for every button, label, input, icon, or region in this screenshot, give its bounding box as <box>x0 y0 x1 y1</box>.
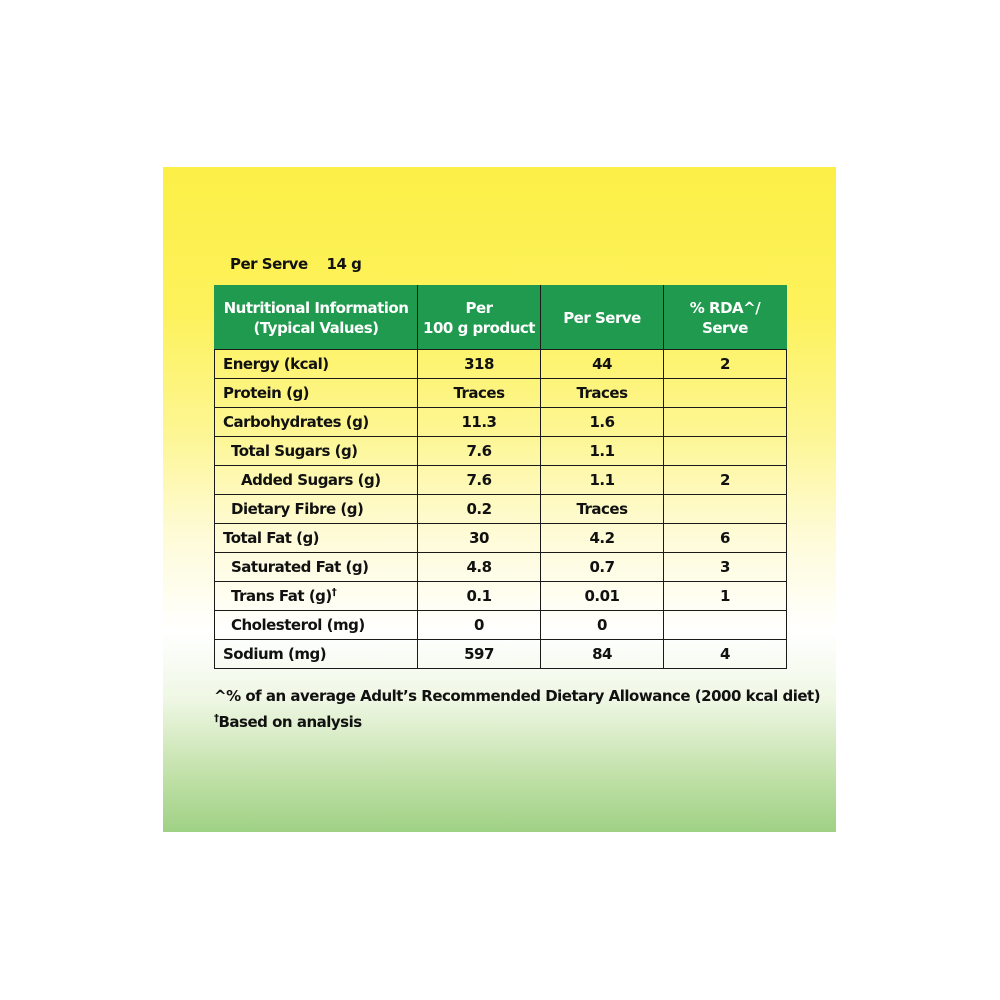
per100-value: Traces <box>418 379 541 408</box>
per-serve-value: 44 <box>541 350 664 379</box>
nutrition-table <box>214 285 787 669</box>
per100-value: 597 <box>418 640 541 669</box>
table-header-row <box>215 286 787 350</box>
per-serve-value: 0 <box>541 611 664 640</box>
per-serve-value: Traces <box>541 379 664 408</box>
table-row <box>215 379 787 408</box>
row-label: Saturated Fat (g) <box>215 553 418 582</box>
rda-value: 4 <box>664 640 787 669</box>
header-per100 <box>418 286 541 350</box>
row-label: Trans Fat (g) <box>231 587 332 605</box>
header-nutrient-line2: (Typical Values) <box>253 318 379 337</box>
rda-value <box>664 379 787 408</box>
dagger-mark: † <box>214 713 219 724</box>
per100-value: 0.2 <box>418 495 541 524</box>
per-serve-value: 84 <box>541 640 664 669</box>
per100-value: 0 <box>418 611 541 640</box>
table-row <box>215 408 787 437</box>
per100-value: 7.6 <box>418 437 541 466</box>
row-label: Added Sugars (g) <box>215 466 418 495</box>
row-label: Total Fat (g) <box>215 524 418 553</box>
per-serve-value: 0.7 <box>541 553 664 582</box>
per-serve-value: 4.2 <box>541 524 664 553</box>
table-row <box>215 495 787 524</box>
table-row <box>215 611 787 640</box>
per-serve-value: 1.6 <box>541 408 664 437</box>
header-per100-line1: Per <box>465 298 493 317</box>
rda-value <box>664 495 787 524</box>
row-label: Carbohydrates (g) <box>215 408 418 437</box>
rda-footnote: ^% of an average Adult’s Recommended Dietary Allowance (2000 kcal diet) <box>214 687 821 705</box>
serving-size <box>230 255 361 273</box>
per-serve-value: 1.1 <box>541 466 664 495</box>
per100-value: 4.8 <box>418 553 541 582</box>
per100-value: 30 <box>418 524 541 553</box>
row-label: Sodium (mg) <box>215 640 418 669</box>
analysis-footnote-text: Based on analysis <box>218 713 362 731</box>
header-rda: % RDA^/ Serve <box>664 286 787 350</box>
rda-value <box>664 408 787 437</box>
row-label: Energy (kcal) <box>215 350 418 379</box>
row-label: Protein (g) <box>215 379 418 408</box>
rda-value: 3 <box>664 553 787 582</box>
header-nutrient <box>215 286 418 350</box>
header-per100-line2: 100 g product <box>423 318 535 337</box>
per100-value: 7.6 <box>418 466 541 495</box>
row-label: Cholesterol (mg) <box>215 611 418 640</box>
table-row <box>215 524 787 553</box>
row-label: Total Sugars (g) <box>215 437 418 466</box>
serving-label: Per Serve <box>230 255 308 273</box>
per100-value: 0.1 <box>418 582 541 611</box>
rda-value: 1 <box>664 582 787 611</box>
rda-value: 2 <box>664 350 787 379</box>
per100-value: 318 <box>418 350 541 379</box>
rda-value: 2 <box>664 466 787 495</box>
table-row <box>215 582 787 611</box>
dagger-mark: † <box>331 587 337 598</box>
table-row <box>215 640 787 669</box>
rda-value: 6 <box>664 524 787 553</box>
rda-value <box>664 437 787 466</box>
row-label-cell <box>215 582 418 611</box>
row-label: Dietary Fibre (g) <box>215 495 418 524</box>
analysis-footnote <box>214 713 362 731</box>
per-serve-value: 1.1 <box>541 437 664 466</box>
serving-amount: 14 g <box>326 255 362 273</box>
rda-value <box>664 611 787 640</box>
per-serve-value: 0.01 <box>541 582 664 611</box>
per-serve-value: Traces <box>541 495 664 524</box>
table-row <box>215 466 787 495</box>
header-nutrient-line1: Nutritional Information <box>223 298 409 317</box>
header-per-serve: Per Serve <box>541 286 664 350</box>
per100-value: 11.3 <box>418 408 541 437</box>
table-row <box>215 350 787 379</box>
table-row <box>215 437 787 466</box>
table-row <box>215 553 787 582</box>
